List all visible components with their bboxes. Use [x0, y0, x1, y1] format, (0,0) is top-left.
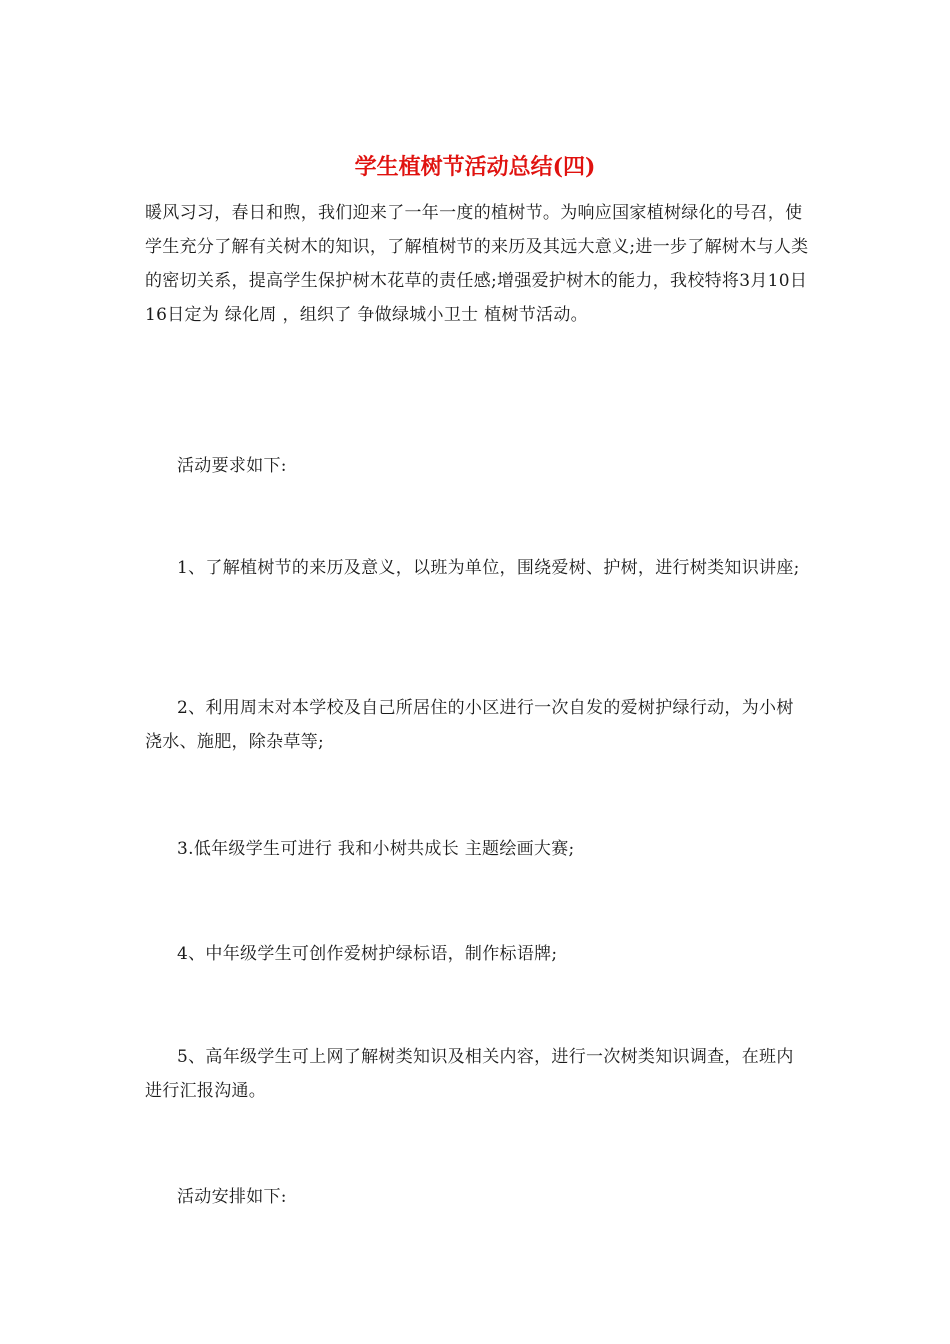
requirement-item-3: 3.低年级学生可进行 我和小树共成长 主题绘画大赛;	[177, 839, 575, 859]
document-title: 学生植树节活动总结(四)	[354, 154, 596, 180]
requirement-item-4: 4、中年级学生可创作爱树护绿标语，制作标语牌;	[177, 944, 558, 964]
requirements-heading: 活动要求如下:	[177, 456, 287, 476]
requirement-item-1: 1、了解植树节的来历及意义，以班为单位，围绕爱树、护树，进行树类知识讲座;	[177, 558, 800, 578]
requirement-item-5: 5、高年级学生可上网了解树类知识及相关内容，进行一次树类知识调查，在班内进行汇报沟通。	[145, 1047, 794, 1101]
requirement-item-2: 2、利用周末对本学校及自己所居住的小区进行一次自发的爱树护绿行动，为小树浇水、施肥，除杂草等;	[145, 698, 794, 752]
intro-paragraph: 暖风习习，春日和煦，我们迎来了一年一度的植树节。为响应国家植树绿化的号召，使学生充分了解有关树木的知识，了解植树节的来历及其远大意义;进一步了解树木与人类的密切关系，提高学生保护树木花草的责任感;增强爱护树木的能力，我校特将3月10日 16日定为 绿化周 ，组织了 争做绿城小卫士 植树节活动。	[145, 203, 809, 325]
arrangement-heading: 活动安排如下:	[177, 1187, 287, 1207]
